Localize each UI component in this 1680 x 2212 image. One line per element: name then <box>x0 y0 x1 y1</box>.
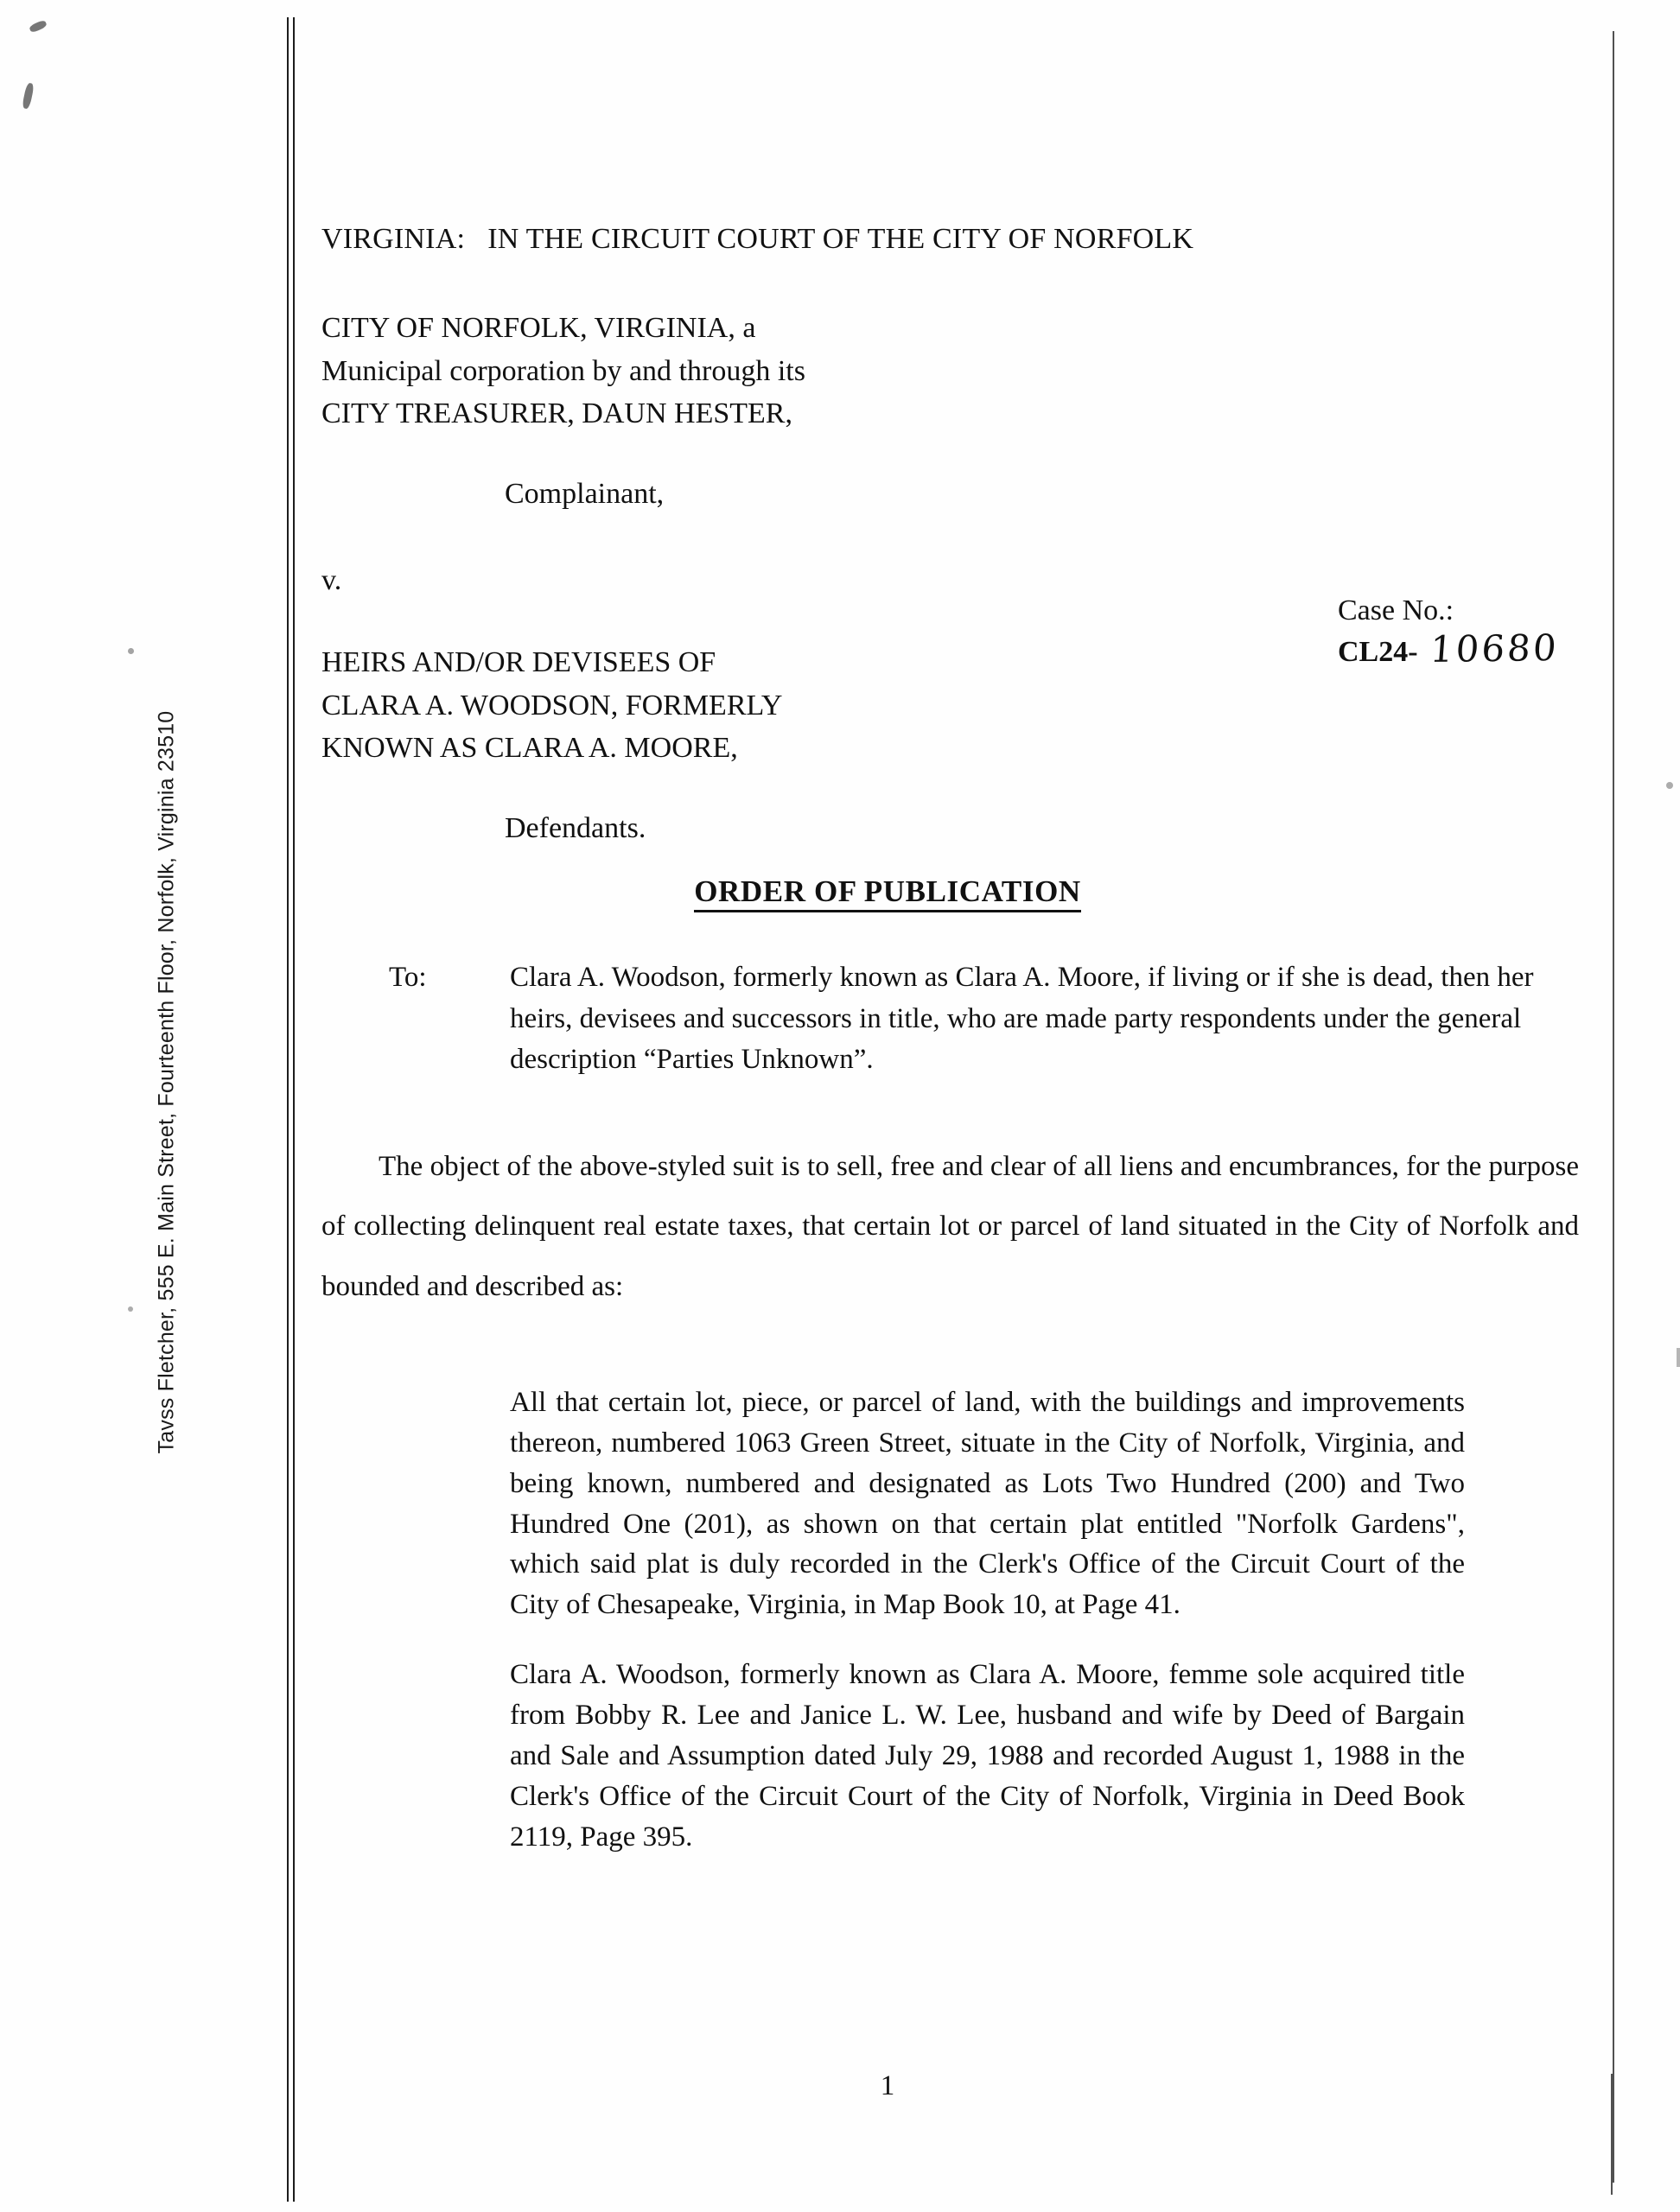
scan-artifact-speck <box>29 19 48 33</box>
property-description-block <box>510 1382 1465 1857</box>
complainant-label-text: Complainant, <box>505 478 665 510</box>
to-recipient-text: Clara A. Woodson, formerly known as Clara A. Moore, if living or if she is dead, then her heirs, devisees and successors in title, who are made party respondents under the general description “Parties Unknown”. <box>510 962 1534 1076</box>
object-of-suit-paragraph: The object of the above-styled suit is to sell, free and clear of all liens and encumbrances, for the purpose of collecting delinquent real estate taxes, that certain lot or parcel of land situated in the City of Norfolk and bounded and described as: <box>321 1151 1579 1302</box>
plaintiff-line: Municipal corporation by and through its <box>321 354 805 387</box>
case-number-label: Case No.: <box>1338 594 1454 626</box>
defendants-label <box>321 812 646 845</box>
case-number <box>1294 562 1561 702</box>
case-number-prefix: CL24- <box>1338 636 1418 668</box>
law-firm-footer: Tavss Fletcher, 555 E. Main Street, Fourteenth Floor, Norfolk, Virginia 23510 <box>154 710 179 1454</box>
notice-addressee-block <box>389 957 1575 1081</box>
complainant-label <box>321 478 664 511</box>
jurisdiction-heading: VIRGINIA: IN THE CIRCUIT COURT OF THE CITY OF NORFOLK <box>321 223 1194 255</box>
page-edge-line <box>1613 31 1614 2183</box>
plaintiff-line: CITY TREASURER, DAUN HESTER, <box>321 397 792 430</box>
page-title <box>321 874 1454 909</box>
defendant-line: KNOWN AS CLARA A. MOORE, <box>321 732 738 765</box>
scan-artifact-speck <box>22 82 35 109</box>
page-number: 1 <box>880 2070 895 2101</box>
scan-artifact-speck <box>128 1306 133 1312</box>
chain-of-title-paragraph: Clara A. Woodson, formerly known as Clara A. Moore, femme sole acquired title from Bobby R. Lee and Janice L. W. Lee, husband and wife by Deed of Bargain and Sale and Assumption dated July 29, 1988 and recorded August 1, 1988 in the Clerk's Office of the Circuit Court of the City of Norfolk, Virginia in Deed Book 2119, Page 395. <box>510 1659 1465 1853</box>
page-edge-line <box>1611 2074 1613 2195</box>
scan-artifact-speck <box>128 648 134 654</box>
defendant-line: HEIRS AND/OR DEVISEES OF <box>321 646 716 678</box>
page-title-text: ORDER OF PUBLICATION <box>694 874 1081 912</box>
plaintiff-line: CITY OF NORFOLK, VIRGINIA, a <box>321 312 756 344</box>
to-label: To: <box>389 962 427 993</box>
legal-description-paragraph: All that certain lot, piece, or parcel of land, with the buildings and improvements thereon, numbered 1063 Green Street, situate in the City of Norfolk, Virginia, and being known, numbered and designated as Lots Two Hundred (200) and Two Hundred One (201), as shown on that certain plat entitled "Norfolk Gardens", which said plat is duly recorded in the Clerk's Office of the Circuit Court of the City of Chesapeake, Virginia, in Map Book 10, at Page 41. <box>510 1387 1465 1621</box>
scan-artifact-speck <box>1666 782 1673 789</box>
defendant-caption-block <box>321 641 782 770</box>
scan-artifact-speck <box>1677 1348 1680 1367</box>
plaintiff-caption-block <box>321 307 805 435</box>
versus-label: v. <box>321 564 342 596</box>
pleading-margin-rule <box>287 17 297 2202</box>
defendant-line: CLARA A. WOODSON, FORMERLY <box>321 689 783 721</box>
defendants-label-text: Defendants. <box>505 812 646 844</box>
document-body <box>321 0 1583 2212</box>
case-number-handwritten-value: 10680 <box>1428 626 1561 671</box>
